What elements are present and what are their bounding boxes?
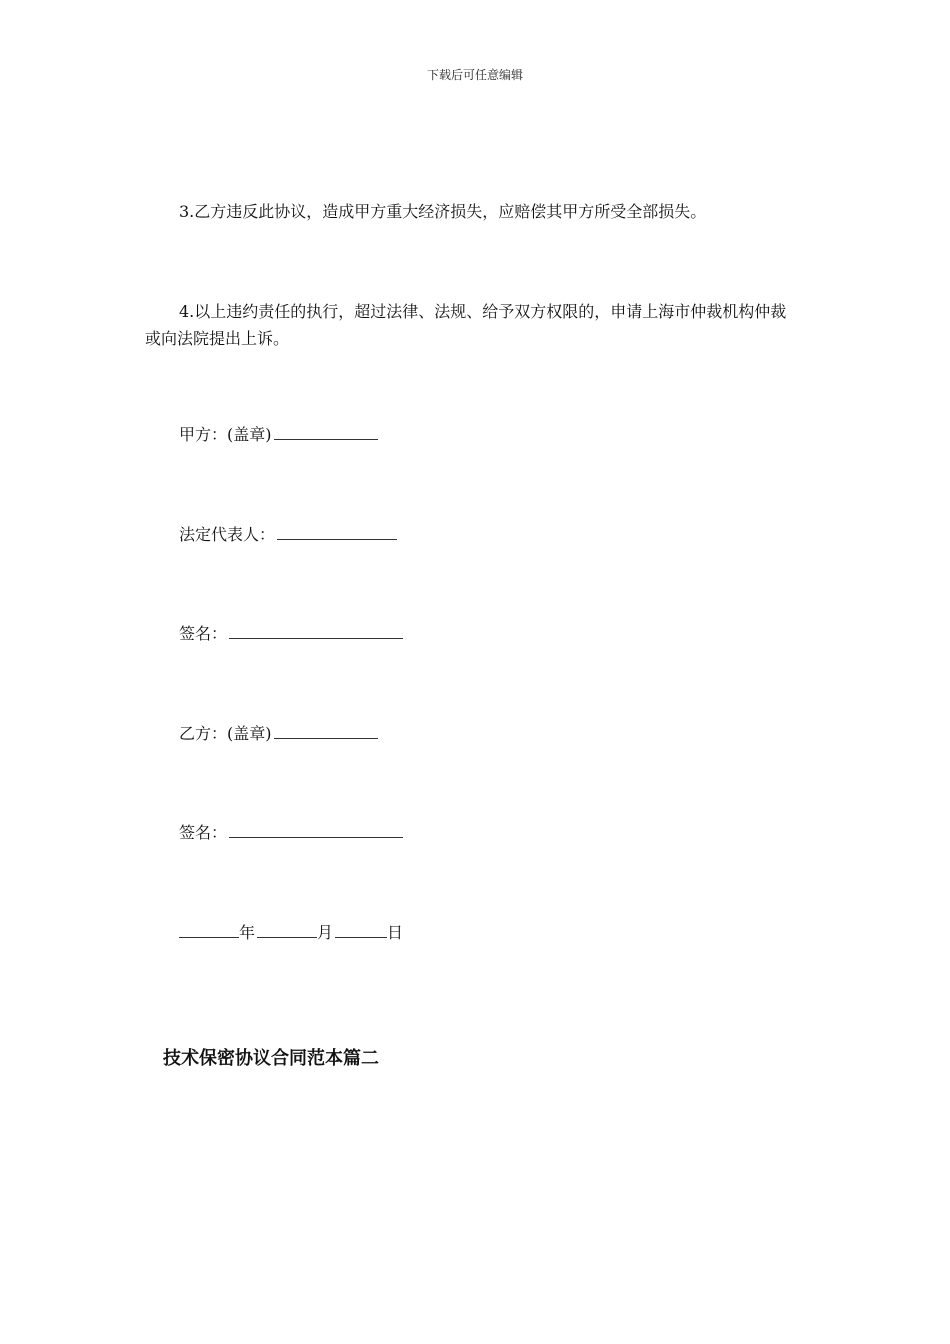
party-b-label: 乙方：(盖章) <box>179 724 272 743</box>
year-blank <box>179 921 239 938</box>
section-title: 技术保密协议合同范本篇二 <box>163 1048 379 1069</box>
day-blank <box>335 921 387 938</box>
date-row <box>179 920 403 946</box>
party-b-blank <box>274 722 378 739</box>
legal-rep-label: 法定代表人： <box>179 525 276 544</box>
clause-4: 4.以上违约责任的执行，超过法律、法规、给予双方权限的，申请上海市仲裁机构仲裁或向法院提出上诉。 <box>145 302 787 348</box>
signature-blank-1 <box>229 622 403 639</box>
month-label: 月 <box>317 923 334 942</box>
party-a-label: 甲方：(盖章) <box>179 425 272 444</box>
year-label: 年 <box>239 923 256 942</box>
signature-row-1 <box>179 621 403 647</box>
signature-blank-2 <box>229 821 403 838</box>
clause-3: 3.乙方违反此协议，造成甲方重大经济损失，应赔偿其甲方所受全部损失。 <box>179 202 707 221</box>
month-blank <box>257 921 317 938</box>
legal-rep-row <box>179 522 397 548</box>
day-label: 日 <box>387 923 404 942</box>
signature-label-1: 签名： <box>179 624 228 643</box>
page-header-note: 下载后可任意编辑 <box>426 68 523 82</box>
signature-row-2 <box>179 820 403 846</box>
party-b-row <box>179 721 378 747</box>
signature-label-2: 签名： <box>179 823 228 842</box>
party-a-blank <box>274 423 378 440</box>
party-a-row <box>179 422 378 448</box>
legal-rep-blank <box>277 523 397 540</box>
